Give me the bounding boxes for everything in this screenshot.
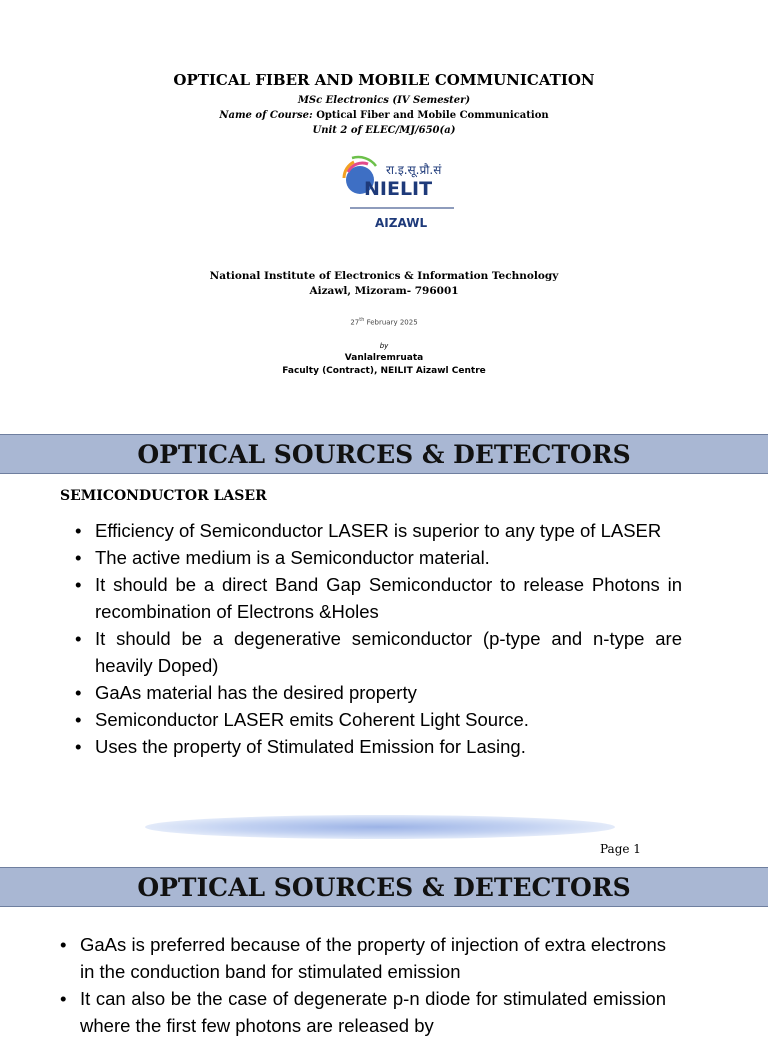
course-line: Name of Course: Optical Fiber and Mobile Communication [219, 110, 549, 121]
author-role: Faculty (Contract), NEILIT Aizawl Centre [282, 366, 486, 376]
list-item: • The active medium is a Semiconductor material. [75, 544, 682, 571]
semester-line: MSc Electronics (IV Semester) [297, 95, 471, 106]
list-item: • It can also be the case of degenerate p-n diode for stimulated emission where the first few photons are released by [60, 985, 666, 1039]
nielit-logo [338, 150, 458, 240]
slide2-bullet-list [60, 931, 666, 1039]
decorative-swoosh [145, 815, 615, 839]
list-item: • Efficiency of Semiconductor LASER is superior to any type of LASER [75, 517, 682, 544]
unit-line: Unit 2 of ELEC/MJ/650(a) [312, 125, 456, 136]
list-item: • Semiconductor LASER emits Coherent Light Source. [75, 706, 682, 733]
date-line: 27th February 2025 [350, 317, 418, 327]
svg-text:AIZAWL: AIZAWL [375, 216, 428, 230]
list-item: • Uses the property of Stimulated Emission for Lasing. [75, 733, 682, 760]
institute-name: National Institute of Electronics & Information Technology [209, 270, 559, 282]
slide1-bullet-list [75, 517, 682, 760]
by-label: by [379, 342, 389, 350]
document-title: OPTICAL FIBER AND MOBILE COMMUNICATION [173, 71, 595, 89]
page-number: Page 1 [600, 842, 641, 856]
list-item: • It should be a degenerative semiconductor (p-type and n-type are heavily Doped) [75, 625, 682, 679]
slide2-header: OPTICAL SOURCES & DETECTORS [0, 867, 768, 907]
svg-text:NIELIT: NIELIT [364, 178, 433, 200]
cover-page [0, 0, 768, 420]
list-item: • It should be a direct Band Gap Semiconductor to release Photons in recombination of Electrons &Holes [75, 571, 682, 625]
author-name: Vanlalremruata [344, 353, 424, 363]
institute-address: Aizawl, Mizoram- 796001 [309, 285, 459, 297]
list-item: • GaAs is preferred because of the property of injection of extra electrons in the conduction band for stimulated emission [60, 931, 666, 985]
list-item: • GaAs material has the desired property [75, 679, 682, 706]
slide1-header: OPTICAL SOURCES & DETECTORS [0, 434, 768, 474]
section-title: SEMICONDUCTOR LASER [60, 488, 267, 504]
svg-text:रा.इ.सू.प्रौ.सं: रा.इ.सू.प्रौ.सं [386, 163, 442, 177]
